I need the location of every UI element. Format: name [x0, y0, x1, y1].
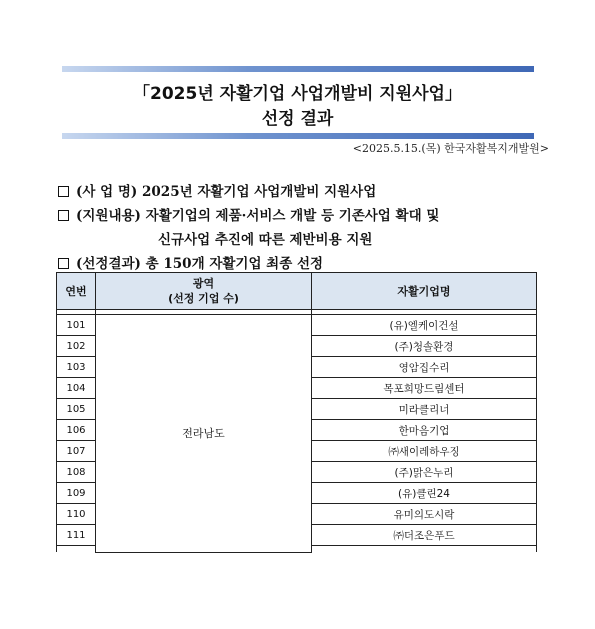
- summary-result: [58, 252, 323, 272]
- content-value-1: 자활기업의 제품·서비스 개발 등 기존사업 확대 및: [145, 208, 440, 224]
- summary-content-cont: 신규사업 추진에 따른 제반비용 지원: [158, 232, 373, 248]
- checkbox-square-icon: [58, 210, 69, 221]
- result-label: (선정결과): [76, 256, 141, 272]
- row-number: 108: [57, 462, 96, 483]
- row-number: 103: [57, 357, 96, 378]
- company-name: (주)맑은누리: [312, 462, 537, 483]
- row-number: 110: [57, 504, 96, 525]
- row-number: 107: [57, 441, 96, 462]
- title-top-bar: [62, 66, 534, 72]
- selection-table: [56, 272, 537, 553]
- checkbox-square-icon: [58, 186, 69, 197]
- header-company: 자활기업명: [312, 273, 537, 310]
- project-value: 2025년 자활기업 사업개발비 지원사업: [142, 184, 377, 200]
- company-name: (주)청솔환경: [312, 336, 537, 357]
- row-number: 111: [57, 525, 96, 546]
- region-cell: 전라남도: [96, 315, 312, 553]
- table-body: [57, 310, 537, 553]
- company-name: 한마음기업: [312, 420, 537, 441]
- company-name: ㈜더조은푸드: [312, 525, 537, 546]
- checkbox-square-icon: [58, 258, 69, 269]
- row-number: 101: [57, 315, 96, 336]
- table-row: [57, 315, 537, 336]
- company-name: 영암집수리: [312, 357, 537, 378]
- header-no: 연번: [57, 273, 96, 310]
- row-number: 109: [57, 483, 96, 504]
- company-name: ㈜새이레하우징: [312, 441, 537, 462]
- header-region-line2: (선정 기업 수): [168, 292, 239, 305]
- company-name: 미라클리너: [312, 399, 537, 420]
- header-region-line1: 광역: [192, 277, 215, 290]
- header-region: [96, 273, 312, 310]
- content-label: (지원내용): [76, 208, 141, 224]
- company-name: (유)엘케이건설: [312, 315, 537, 336]
- summary-project: [58, 180, 376, 200]
- project-label: (사 업 명): [76, 184, 138, 200]
- result-value: 총 150개 자활기업 최종 선정: [145, 256, 324, 272]
- summary-content: [58, 204, 439, 224]
- row-number: 106: [57, 420, 96, 441]
- company-name: 유미의도시락: [312, 504, 537, 525]
- row-number: 102: [57, 336, 96, 357]
- company-name: (유)클린24: [312, 483, 537, 504]
- page-subtitle: 선정 결과: [261, 109, 334, 129]
- title-bottom-bar: [62, 133, 534, 139]
- row-number: 105: [57, 399, 96, 420]
- company-name: 목포희망드림센터: [312, 378, 537, 399]
- date-line: <2025.5.15.(목) 한국자활복지개발원>: [352, 142, 549, 155]
- page-title: 「2025년 자활기업 사업개발비 지원사업」: [133, 84, 462, 104]
- row-number: 104: [57, 378, 96, 399]
